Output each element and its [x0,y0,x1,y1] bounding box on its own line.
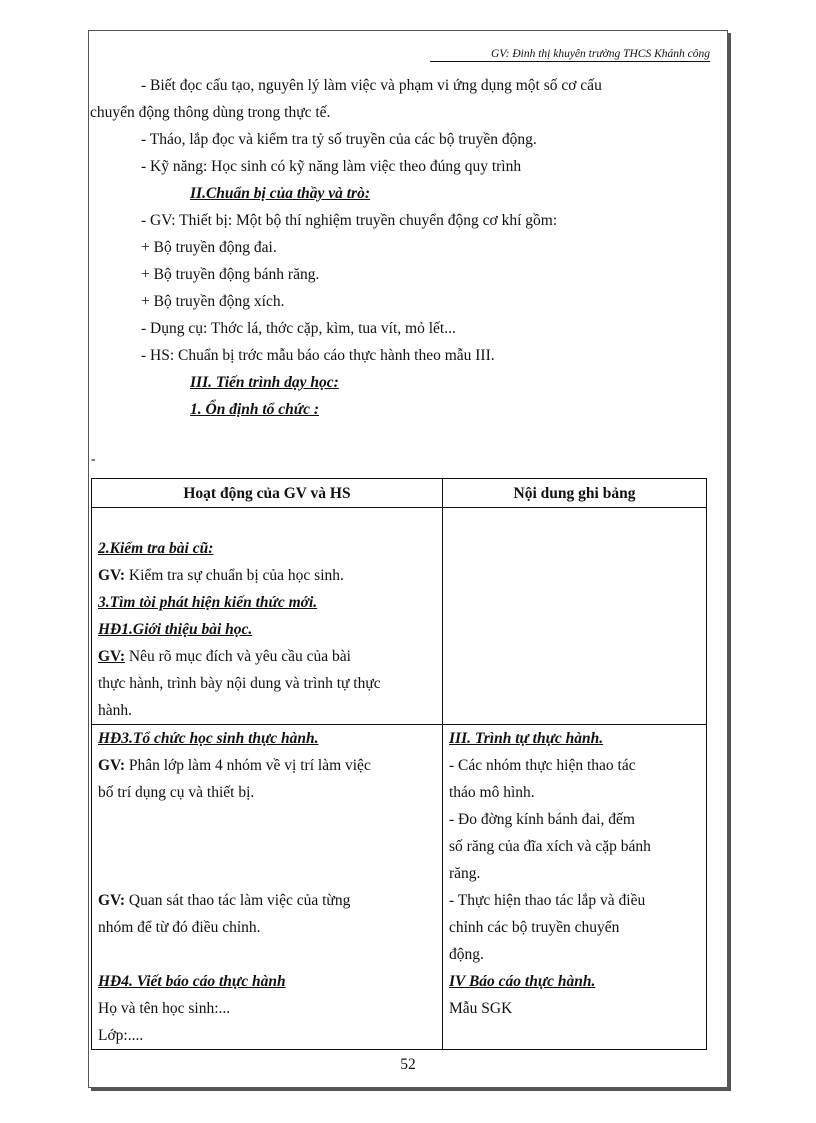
gv-text-4b: nhóm để từ đó điều chỉnh. [98,919,261,936]
table-row [92,725,707,1050]
section-hd4: HĐ4. Viết báo cáo thực hành [98,973,286,990]
intro-line-3: - Tháo, lắp đọc và kiểm tra tỷ số truyền của các bộ truyền động. [141,131,537,148]
procedure-line-7: chỉnh các bộ truyền chuyển [449,919,620,936]
prep-line-2: + Bộ truyền động đai. [141,239,277,256]
activity-cell-1 [92,508,443,725]
intro-line-2: chuyển động thông dùng trong thực tế. [90,104,331,121]
prep-line-6: - HS: Chuẩn bị trớc mẫu báo cáo thực hành theo mẫu III. [141,347,495,364]
prep-heading: II.Chuẩn bị của thầy và trò: [190,185,371,202]
process-heading: III. Tiến trình dạy học: [190,374,339,391]
procedure-line-1: - Các nhóm thực hiện thao tác [449,757,636,774]
col1-header: Hoạt động của GV và HS [92,479,443,508]
gv-text-2c: hành. [98,702,133,719]
page-number: 52 [400,1056,416,1073]
table-header-row [92,479,707,508]
report-template: Mẫu SGK [449,1000,513,1017]
activity-cell-2 [92,725,443,1050]
col2-header: Nội dung ghi bảng [443,479,707,508]
section-report: IV Báo cáo thực hành. [449,973,596,990]
prep-line-3: + Bộ truyền động bánh răng. [141,266,320,283]
section-discovery: 3.Tìm tòi phát hiện kiến thức mới. [98,594,318,611]
section-hd1: HĐ1.Giới thiệu bài học. [98,621,253,638]
section-review: 2.Kiểm tra bài cũ: [98,540,214,557]
gv-text-1: Kiểm tra sự chuẩn bị của học sinh. [125,567,344,584]
class-line: Lớp:.... [98,1027,144,1044]
gv-label: GV: [98,757,125,774]
procedure-line-4: số răng của đĩa xích và cặp bánh [449,838,651,855]
running-header: GV: Đinh thị khuyên trường THCS Khánh công [430,48,710,62]
intro-line-4: - Kỹ năng: Học sinh có kỹ năng làm việc theo đúng quy trình [141,158,522,175]
procedure-line-5: răng. [449,865,481,882]
prep-line-1: - GV: Thiết bị: Một bộ thí nghiệm truyền chuyển động cơ khí gồm: [141,212,558,229]
intro-line-1: - Biết đọc cấu tạo, nguyên lý làm việc và phạm vi ứng dụng một số cơ cấu [141,77,602,94]
table-row [92,508,707,725]
procedure-line-2: tháo mô hình. [449,784,535,801]
gv-label: GV: [98,567,125,584]
prep-line-4: + Bộ truyền động xích. [141,293,285,310]
prep-line-5: - Dụng cụ: Thớc lá, thớc cặp, kìm, tua vít, mỏ lết... [141,320,456,337]
section-hd3: HĐ3.Tổ chức học sinh thực hành. [98,730,319,747]
gv-label-underlined: GV: [98,648,125,665]
procedure-line-6: - Thực hiện thao tác lắp và điều [449,892,646,909]
gv-label: GV: [98,892,125,909]
section-procedure: III. Trình tự thực hành. [449,730,604,747]
procedure-line-3: - Đo đờng kính bánh đai, đếm [449,811,635,828]
procedure-line-8: động. [449,946,484,963]
gv-text-3a: Phân lớp làm 4 nhóm về vị trí làm việc [125,757,371,774]
org-heading: 1. Ổn định tổ chức : [190,401,319,418]
gv-text-4a: Quan sát thao tác làm việc của từng [125,892,351,909]
gv-text-2b: thực hành, trình bày nội dung và trình tự thực [98,675,381,692]
document-body [88,72,728,423]
content-cell-1 [443,508,707,725]
lesson-table [91,478,707,1050]
student-name-line: Họ và tên học sinh:... [98,1000,231,1017]
content-cell-2 [443,725,707,1050]
dash-mark: - [91,452,96,467]
gv-text-2a: Nêu rõ mục đích và yêu cầu của bài [125,648,351,665]
gv-text-3b: bố trí dụng cụ và thiết bị. [98,784,255,801]
